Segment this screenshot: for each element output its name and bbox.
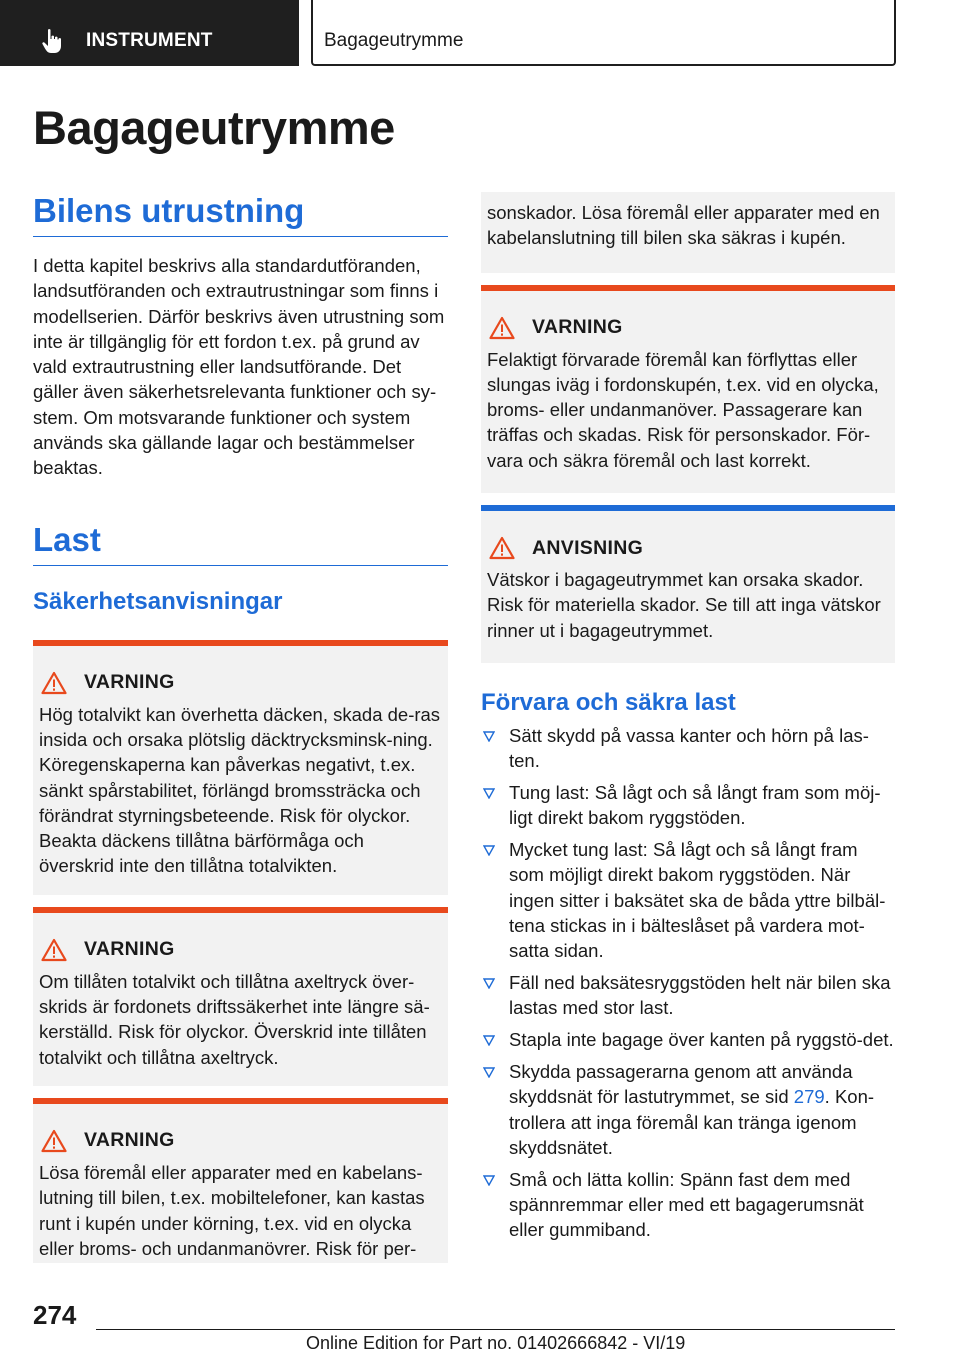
warning-text: Hög totalvikt kan överhetta däcken, skada de-ras insida och orsaka plötslig däcktrycksminsk-ning. Köregenskaperna kan påverkas negativt, t.ex. sänkt spårstabilitet, förlängd bromssträcka och förändrat styrningsbeteende. Risk för olyckor. Beakta däckens tillåtna bärförmåga och överskrid inte den tillåtna totalvikten.: [39, 703, 441, 877]
list-item: [481, 723, 895, 774]
edition-footer: Online Edition for Part no. 01402666842 - VI/19: [306, 1333, 686, 1353]
right-column: [481, 192, 895, 1249]
warning-text: Lösa föremål eller apparater med en kabelans-lutning till bilen, t.ex. mobiltelefoner, kan kastas runt i kupén under körning, t.ex. vid en olycka eller broms- och undanmanövrer. Risk för per-: [39, 1161, 425, 1259]
warning-text: sonskador. Lösa föremål eller apparater med en kabelanslutning till bilen ska säkras i kupén.: [487, 202, 880, 249]
list-item: [481, 1059, 895, 1160]
footer-divider: [96, 1329, 895, 1330]
list-item-text: Små och lätta kollin: Spänn fast dem med spännremmar eller med ett bagagerumsnät eller gummiband.: [509, 1168, 864, 1241]
warning-box-3: [33, 1098, 448, 1263]
warning-box-1: [33, 640, 448, 895]
bullet-triangle-icon: [483, 1035, 495, 1046]
warning-triangle-icon: [41, 671, 67, 695]
warning-box-2: [33, 907, 448, 1086]
warning-box-3-continued: [481, 192, 895, 273]
notice-text: Vätskor i bagageutrymmet kan orsaka skador. Risk för materiella skador. Se till att inga vätskor rinner ut i bagageutrymmet.: [487, 569, 881, 641]
list-item-text: Mycket tung last: Så lågt och så långt fram som möjligt direkt bakom ryggstöden. När ingen sitter i baksätet ska de båda yttre bilbäl-tena stickas in i bälteslåset på vardera mot-satta sidan.: [509, 839, 886, 962]
left-column: [33, 192, 448, 1263]
paragraph-equipment: I detta kapitel beskrivs alla standardutföranden, landsutföranden och extrautrustningar som finns i modellserien. Därför beskrivs även utrustning som inte är tillgänglig för ett fordon t.ex. på grund av vald extrautrustning eller landsutförande. Det gäller även säkerhetsrelevanta funktioner och sy-stem. Om motsvarande funktioner och system används ska gällande lagar och bestämmelser beaktas.: [33, 255, 445, 479]
bullet-triangle-icon: [483, 731, 495, 742]
load-bullet-list: [481, 723, 895, 1243]
warning-label: VARNING: [84, 938, 175, 961]
page-number: 274: [33, 1300, 77, 1330]
breadcrumb: Bagageutrymme: [324, 30, 464, 51]
notice-box: [481, 505, 895, 663]
warning-label: VARNING: [532, 316, 623, 339]
list-item-text: . Kon-trollera att inga föremål kan tränga igenom skyddsnätet.: [509, 1086, 875, 1158]
list-item: [481, 837, 895, 963]
heading-equipment: Bilens utrustning: [33, 192, 448, 237]
warning-triangle-icon: [41, 1129, 67, 1153]
warning-text: Felaktigt förvarade föremål kan förflyttas eller slungas iväg i fordonskupén, t.ex. vid en olycka, broms- eller undanmanöver. Passagerare kan träffas och skadas. Risk för personskador. För-vara och säkra föremål och last korrekt.: [487, 348, 879, 471]
list-item: [481, 1167, 895, 1243]
notice-triangle-icon: [489, 536, 515, 560]
hand-pointer-icon: [40, 28, 64, 54]
header-section-label: INSTRUMENT: [86, 30, 213, 51]
warning-triangle-icon: [489, 316, 515, 340]
warning-triangle-icon: [41, 938, 67, 962]
list-item-text: Tung last: Så lågt och så långt fram som möj-ligt direkt bakom ryggstöden.: [509, 782, 881, 829]
list-item-text: Skydda passagerarna genom att använda skyddsnät för lastutrymmet, se sid: [509, 1061, 853, 1108]
warning-label: VARNING: [84, 671, 175, 694]
list-item-text: Fäll ned baksätesryggstöden helt när bilen ska lastas med stor last.: [509, 972, 891, 1019]
heading-load: Last: [33, 521, 448, 566]
warning-label: VARNING: [84, 1129, 175, 1152]
list-item-text: Stapla inte bagage över kanten på ryggstö-det.: [509, 1029, 894, 1051]
bullet-triangle-icon: [483, 845, 495, 856]
warning-box-4: [481, 285, 895, 493]
notice-label: ANVISNING: [532, 536, 644, 559]
page-reference-link[interactable]: 279: [793, 1086, 825, 1108]
list-item: [481, 780, 895, 831]
bullet-triangle-icon: [483, 1067, 495, 1078]
page-title: Bagageutrymme: [33, 101, 395, 154]
bullet-triangle-icon: [483, 978, 495, 989]
list-item-text: Sätt skydd på vassa kanter och hörn på las-ten.: [509, 724, 869, 772]
bullet-triangle-icon: [483, 788, 495, 799]
list-item: [481, 1027, 895, 1052]
heading-store-load: Förvara och säkra last: [481, 688, 736, 716]
bullet-triangle-icon: [483, 1175, 495, 1186]
list-item: [481, 970, 895, 1021]
heading-safety: Säkerhetsanvisningar: [33, 587, 283, 615]
warning-text: Om tillåten totalvikt och tillåtna axeltryck över-skrids är fordonets driftssäkerhet inte längre sä-kerställd. Risk för olyckor. Överskrid inte tillåten totalvikt och tillåtna axeltryck.: [39, 970, 430, 1068]
